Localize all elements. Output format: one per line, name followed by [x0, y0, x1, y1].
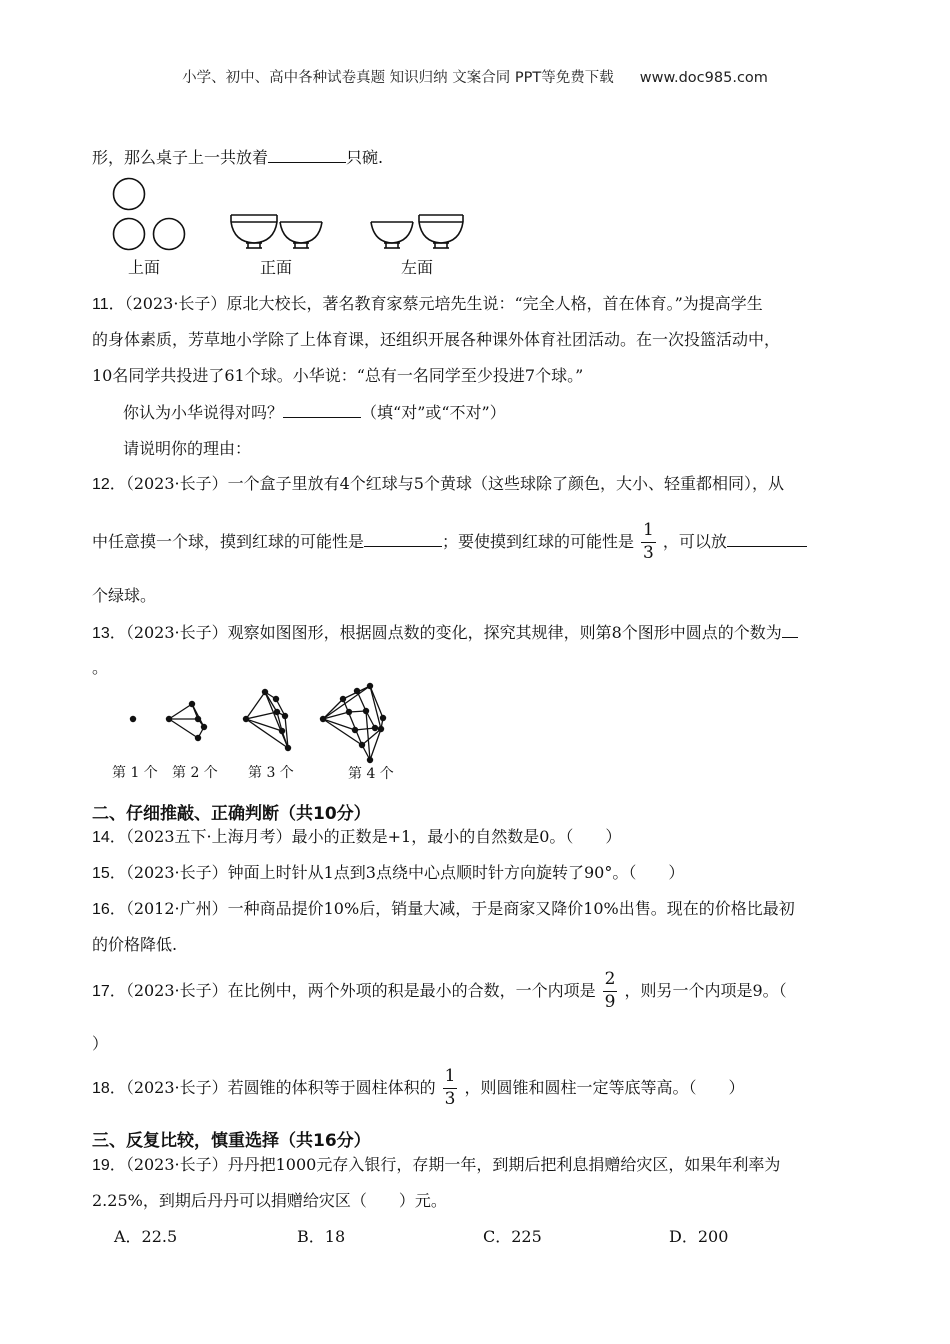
q14: 14．（2023五下·上海月考）最小的正数是+1，最小的自然数是0。（ ） [92, 827, 622, 846]
q11-reason: 请说明你的理由： [123, 439, 252, 458]
pattern-figure-4 [323, 686, 383, 760]
pattern-figure-3 [246, 692, 288, 748]
pattern-dot [340, 696, 346, 702]
q19-line2: 2.25%，到期后丹丹可以捐赠给灾区（ ）元。 [92, 1191, 447, 1210]
option-c[interactable]: C．225 [483, 1227, 542, 1246]
pattern-dot [195, 716, 201, 722]
pattern-dot [367, 683, 373, 689]
pattern-dot [279, 728, 285, 734]
q12-line2: 中任意摸一个球，摸到红球的可能性是 ；要使摸到红球的可能性是 $\frac{1}{3}$ ，可以放 [92, 517, 807, 567]
option-d[interactable]: D．200 [669, 1227, 729, 1246]
pattern-dot [262, 689, 268, 695]
q15: 15．（2023·长子）钟面上时针从1点到3点绕中心点顺时针方向旋转了90°。（ ） [92, 863, 685, 882]
q19-line1: 19．（2023·长子）丹丹把1000元存入银行，存期一年，到期后把利息捐赠给灾区，如果年利率为 [92, 1155, 781, 1174]
pattern-dot [354, 688, 360, 694]
pattern-dot [130, 716, 136, 722]
pattern-dot [359, 742, 365, 748]
pattern-dot [285, 745, 291, 751]
q13-line2: 。 [92, 658, 109, 677]
pattern-label-4: 第 4 个 [348, 766, 394, 782]
pattern-label-1: 第 1 个 [112, 765, 158, 781]
q11-line2: 的身体素质，芳草地小学除了上体育课，还组织开展各种课外体育社团活动。在一次投篮活动中， [92, 330, 781, 349]
fraction: $\frac{2}{9}$ [604, 969, 616, 1012]
header-title: 小学、初中、高中各种试卷真题 知识归纳 文案合同 PPT等免费下载 [182, 70, 614, 86]
pattern-dot [380, 715, 386, 721]
q17-line2: ） [92, 1034, 109, 1053]
header-url: www.doc985.com [639, 70, 768, 86]
pattern-dot [243, 716, 249, 722]
q10-text: 形，那么桌子上一共放着 只碗. [92, 148, 384, 167]
q11-line1: 11．（2023·长子）原北大校长，著名教育家蔡元培先生说：“完全人格，首在体育。”为提高学生 [92, 294, 763, 313]
pattern-label-3: 第 3 个 [248, 765, 294, 781]
pattern-dot [352, 727, 358, 733]
pattern-dot [282, 713, 288, 719]
q18: 18．（2023·长子）若圆锥的体积等于圆柱体积的 $\frac{1}{3}$ ，则圆锥和圆柱一定等底等高。（ ） [92, 1066, 745, 1109]
pattern-dot [201, 724, 207, 730]
pattern-dot [346, 709, 352, 715]
fraction: $\frac{1}{3}$ [643, 520, 654, 563]
option-a[interactable]: A．22.5 [114, 1227, 178, 1246]
q12-line1: 12．（2023·长子）一个盒子里放有4个红球与5个黄球（这些球除了颜色，大小、轻重都相同），从 [92, 474, 784, 493]
pattern-dot [378, 726, 384, 732]
section-title-2: 二、仔细推敲、正确判断（共10分） [92, 804, 371, 824]
pattern-dot [166, 716, 172, 722]
pattern-dot [372, 725, 378, 731]
pattern-label-2: 第 2 个 [172, 765, 218, 781]
pattern-dot [320, 716, 326, 722]
q16-line2: 的价格降低. [92, 935, 178, 954]
q16-line1: 16．（2012·广州）一种商品提价10%后，销量大减，于是商家又降价10%出售。现在的价格比最初 [92, 899, 795, 918]
section-title-3: 三、反复比较，慎重选择（共16分） [92, 1131, 371, 1151]
q13-line1: 13．（2023·长子）观察如图图形，根据圆点数的变化，探究其规律，则第8个图形中圆点的个数为 [92, 620, 798, 643]
q11-ask: 你认为小华说得对吗？ （填“对”或“不对”） [123, 403, 506, 422]
q12-line3: 个绿球。 [92, 586, 157, 605]
pattern-dot [189, 701, 195, 707]
pattern-dot [274, 709, 280, 715]
view-label-top: 上面 [128, 258, 161, 277]
q17-line1: 17．（2023·长子）在比例中，两个外项的积是最小的合数，一个内项是 $\frac{2}{9}$ ，则另一个内项是9。（ [92, 969, 787, 1012]
option-b[interactable]: B．18 [297, 1227, 346, 1246]
pattern-dot [273, 696, 279, 702]
pattern-dot [363, 708, 369, 714]
view-label-front: 正面 [260, 258, 293, 277]
fraction: $\frac{1}{3}$ [444, 1066, 456, 1109]
q11-line3: 10名同学共投进了61个球。小华说：“总有一名同学至少投进7个球。” [92, 366, 584, 385]
pattern-dot [195, 735, 201, 741]
view-label-left: 左面 [401, 258, 434, 277]
